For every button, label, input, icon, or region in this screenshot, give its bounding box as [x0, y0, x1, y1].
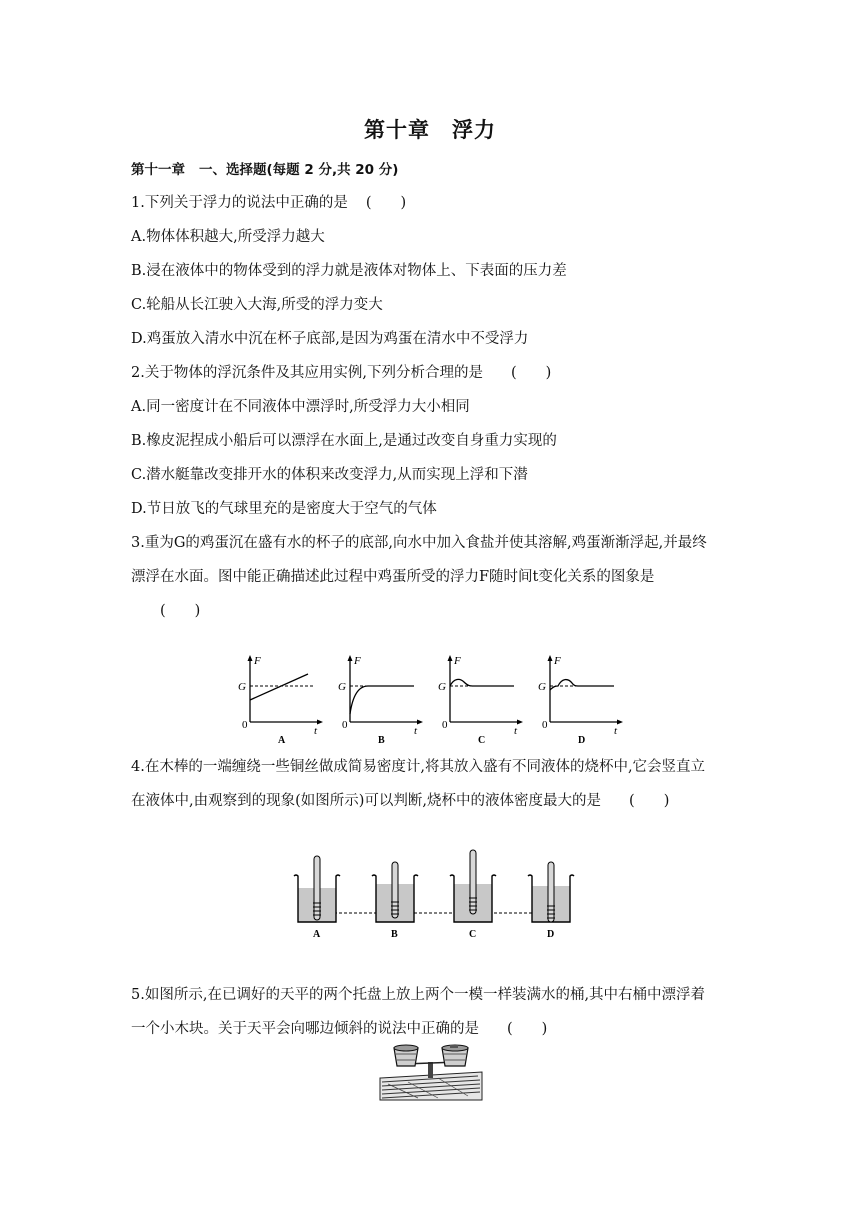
- graph-c-label: C: [478, 735, 486, 746]
- question-2-option-c: C.潜水艇靠改变排开水的体积来改变浮力,从而实现上浮和下潜: [131, 467, 528, 483]
- graph-d: [538, 655, 623, 746]
- graph-b-y-label: F: [354, 655, 361, 667]
- graph-a-label: A: [278, 735, 286, 746]
- graph-b: [338, 655, 423, 746]
- beaker-a: [294, 856, 340, 940]
- graph-d-x-label: t: [614, 725, 618, 737]
- question-3-graphs: [232, 652, 642, 748]
- section-heading: 第十一章 一、选择题(每题 2 分,共 20 分): [131, 162, 399, 178]
- graph-c-y-label: F: [454, 655, 461, 667]
- graph-d-y-label: F: [554, 655, 561, 667]
- graph-c-origin: 0: [442, 719, 448, 731]
- graph-a: [238, 655, 323, 746]
- question-1-option-c: C.轮船从长江驶入大海,所受的浮力变大: [131, 297, 383, 313]
- graph-c: [438, 655, 523, 746]
- graph-b-g-label: G: [338, 681, 346, 693]
- graph-c-x-label: t: [514, 725, 518, 737]
- graph-b-label: B: [378, 735, 385, 746]
- question-2-option-b: B.橡皮泥捏成小船后可以漂浮在水面上,是通过改变自身重力实现的: [131, 433, 557, 449]
- question-1-option-a: A.物体体积越大,所受浮力越大: [131, 229, 325, 245]
- page-title: 第十章 浮力: [364, 118, 496, 142]
- question-1-option-d: D.鸡蛋放入清水中沉在杯子底部,是因为鸡蛋在清水中不受浮力: [131, 331, 529, 347]
- beaker-b: [372, 862, 418, 940]
- graph-c-g-label: G: [438, 681, 446, 693]
- graph-d-label: D: [578, 735, 586, 746]
- question-3-stem-line-2: 漂浮在水面。图中能正确描述此过程中鸡蛋所受的浮力F随时间t变化关系的图象是: [131, 569, 655, 585]
- beaker-c: [450, 850, 496, 940]
- graph-a-origin: 0: [242, 719, 248, 731]
- question-4-stem-line-1: 4.在木棒的一端缠绕一些铜丝做成简易密度计,将其放入盛有不同液体的烧杯中,它会竖直立: [131, 759, 706, 775]
- graph-a-g-label: G: [238, 681, 246, 693]
- question-5-stem-line-2: 一个小木块。关于天平会向哪边倾斜的说法中正确的是 ( ): [131, 1021, 548, 1037]
- question-2-option-d: D.节日放飞的气球里充的是密度大于空气的气体: [131, 501, 437, 517]
- question-2-stem: 2.关于物体的浮沉条件及其应用实例,下列分析合理的是 ( ): [131, 365, 552, 381]
- graph-d-g-label: G: [538, 681, 546, 693]
- question-4-stem-line-2: 在液体中,由观察到的现象(如图所示)可以判断,烧杯中的液体密度最大的是 ( ): [131, 793, 670, 809]
- question-4-beakers-figure: [288, 848, 578, 942]
- graph-a-y-label: F: [254, 655, 261, 667]
- question-3-paren: ( ): [160, 603, 201, 619]
- graph-b-x-label: t: [414, 725, 418, 737]
- beaker-d: [528, 862, 574, 940]
- beaker-a-label: A: [313, 929, 321, 940]
- question-1-option-b: B.浸在液体中的物体受到的浮力就是液体对物体上、下表面的压力差: [131, 263, 567, 279]
- beaker-b-label: B: [391, 929, 398, 940]
- beaker-d-label: D: [547, 929, 555, 940]
- graph-a-x-label: t: [314, 725, 318, 737]
- graph-d-origin: 0: [542, 719, 548, 731]
- question-5-stem-line-1: 5.如图所示,在已调好的天平的两个托盘上放上两个一模一样装满水的桶,其中右桶中漂浮着: [131, 987, 706, 1003]
- question-5-balance-figure: [378, 1038, 484, 1104]
- question-3-stem-line-1: 3.重为G的鸡蛋沉在盛有水的杯子的底部,向水中加入食盐并使其溶解,鸡蛋渐渐浮起,并最终: [131, 535, 707, 551]
- beaker-c-label: C: [469, 929, 477, 940]
- graph-b-origin: 0: [342, 719, 348, 731]
- question-1-stem: 1.下列关于浮力的说法中正确的是 ( ): [131, 195, 407, 211]
- question-2-option-a: A.同一密度计在不同液体中漂浮时,所受浮力大小相同: [131, 399, 470, 415]
